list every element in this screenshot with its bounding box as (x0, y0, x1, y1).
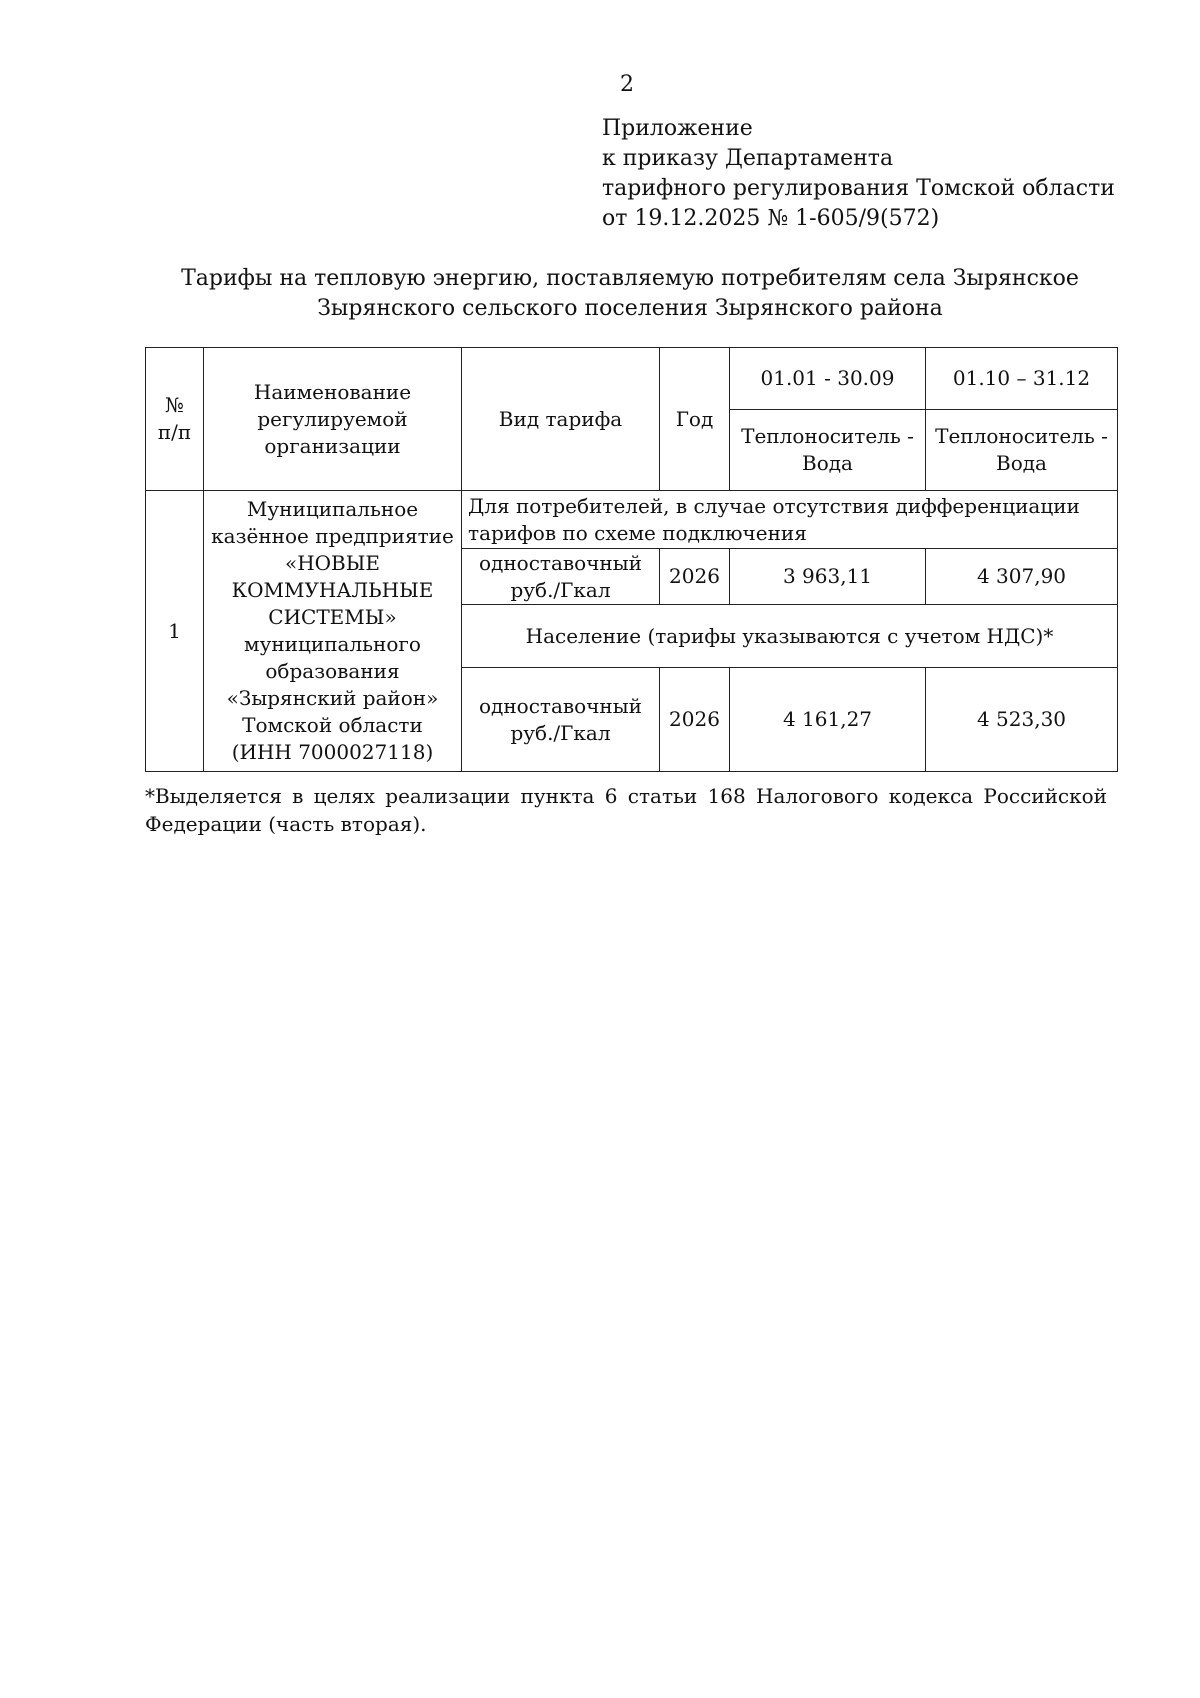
header-period-1: 01.01 - 30.09 (730, 348, 926, 410)
tariff-value-cell: 4 161,27 (730, 668, 926, 772)
header-year: Год (660, 348, 730, 491)
document-title (145, 264, 1115, 324)
title-line-1: Тарифы на тепловую энергию, поставляемую потребителям села Зырянское (181, 266, 1079, 291)
year-cell: 2026 (660, 668, 730, 772)
tariff-type-cell: одноставочный руб./Гкал (462, 668, 660, 772)
row-number: 1 (146, 491, 204, 772)
organization-name: Муниципальное казённое предприятие «НОВЫЕ КОММУНАЛЬНЫЕ СИСТЕМЫ» муниципального образования «Зырянский район» Томской области (ИНН 7000027118) (204, 491, 462, 772)
appendix-line-1: Приложение (602, 116, 753, 141)
tariff-value-cell: 3 963,11 (730, 549, 926, 605)
group-label-no-differentiation: Для потребителей, в случае отсутствия дифференциации тарифов по схеме подключения (462, 491, 1118, 549)
appendix-line-4: от 19.12.2025 № 1-605/9(572) (602, 206, 940, 231)
tariff-value-cell: 4 307,90 (926, 549, 1118, 605)
page-number: 2 (620, 72, 634, 97)
header-medium-2: Теплоноситель - Вода (926, 410, 1118, 491)
tariff-type-cell: одноставочный руб./Гкал (462, 549, 660, 605)
header-tariff-type: Вид тарифа (462, 348, 660, 491)
year-cell: 2026 (660, 549, 730, 605)
header-organization: Наименование регулируемой организации (204, 348, 462, 491)
tariff-value-cell: 4 523,30 (926, 668, 1118, 772)
footnote: *Выделяется в целях реализации пункта 6 статьи 168 Налогового кодекса Российской Федерации (часть вторая). (145, 784, 1107, 836)
appendix-line-2: к приказу Департамента (602, 146, 894, 171)
header-medium-1: Теплоноситель - Вода (730, 410, 926, 491)
header-num: № п/п (146, 348, 204, 491)
appendix-block (602, 114, 1115, 234)
appendix-line-3: тарифного регулирования Томской области (602, 176, 1115, 201)
header-period-2: 01.10 – 31.12 (926, 348, 1118, 410)
tariff-table (145, 347, 1118, 772)
title-line-2: Зырянского сельского поселения Зырянского района (317, 296, 943, 321)
group-label-population: Население (тарифы указываются с учетом НДС)* (462, 605, 1118, 668)
